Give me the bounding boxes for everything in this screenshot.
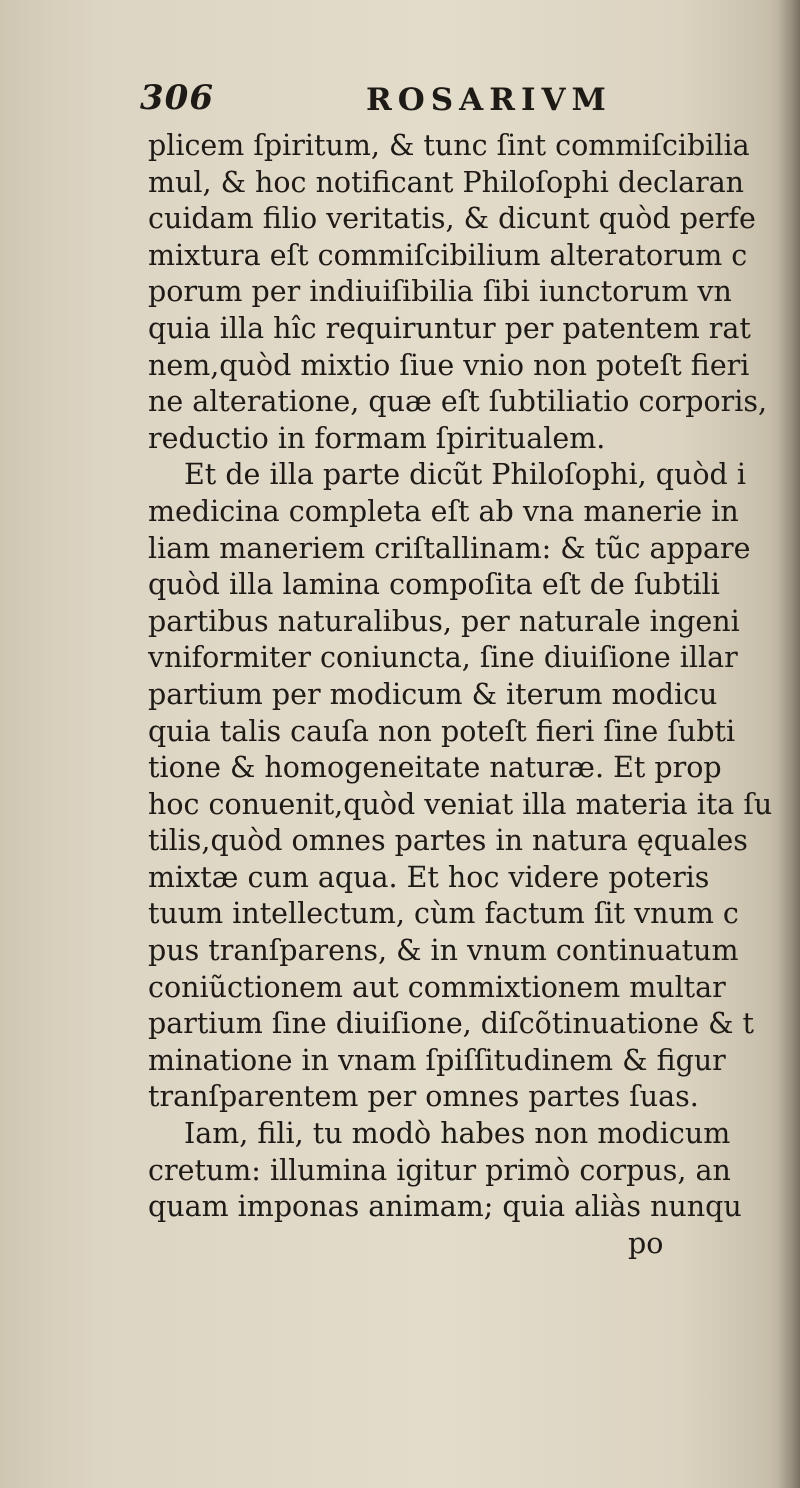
text-line: partibus naturalibus, per naturale ingeni bbox=[148, 604, 740, 638]
text-line: quia illa hîc requiruntur per patentem rat bbox=[148, 311, 751, 345]
text-line: partium ſine diuiſione, diſcõtinuatione & t bbox=[148, 1007, 754, 1041]
text-line: tuum intellectum, cùm factum ſit vnum c bbox=[148, 897, 739, 931]
text-line: porum per indiuiſibilia ſibi iunctorum vn bbox=[148, 275, 732, 309]
body-text bbox=[148, 128, 788, 1262]
text-line: Et de illa parte dicũt Philoſophi, quòd i bbox=[184, 458, 746, 492]
text-line: ne alteratione, quæ eſt ſubtiliatio corporis, bbox=[148, 385, 768, 419]
catchword: po bbox=[628, 1226, 664, 1260]
text-line: mixtura eſt commiſcibilium alteratorum c bbox=[148, 238, 748, 272]
text-line: minatione in vnam ſpiſſitudinem & figur bbox=[148, 1043, 726, 1077]
text-line: medicina completa eſt ab vna manerie in bbox=[148, 494, 739, 528]
text-line: cretum: illumina igitur primò corpus, an bbox=[148, 1153, 731, 1187]
text-line: quòd illa lamina compoſita eſt de ſubtili bbox=[148, 568, 720, 602]
page-number: 306 bbox=[140, 78, 214, 118]
text-line: Iam, fili, tu modò habes non modicum bbox=[184, 1117, 731, 1151]
text-line: quia talis cauſa non poteſt fieri ſine ſubti bbox=[148, 714, 736, 748]
text-line: pus tranſparens, & in vnum continuatum bbox=[148, 934, 739, 968]
text-line: tilis,quòd omnes partes in natura ęquales bbox=[148, 824, 748, 858]
text-line: cuidam filio veritatis, & dicunt quòd perfe bbox=[148, 202, 756, 236]
text-line: reductio in formam ſpiritualem. bbox=[148, 421, 606, 455]
page-header bbox=[140, 78, 700, 128]
text-line: tranſparentem per omnes partes ſuas. bbox=[148, 1080, 699, 1114]
text-line: hoc conuenit,quòd veniat illa materia ita ſu bbox=[148, 787, 773, 821]
running-title: ROSARIVM bbox=[366, 82, 612, 118]
text-line: coniũctionem aut commixtionem multar bbox=[148, 970, 726, 1004]
text-line: plicem ſpiritum, & tunc ſint commiſcibilia bbox=[148, 129, 750, 162]
text-line: mul, & hoc notificant Philoſophi declaran bbox=[148, 165, 745, 199]
text-line: nem,quòd mixtio ſiue vnio non poteſt fieri bbox=[148, 348, 750, 382]
text-line: partium per modicum & iterum modicu bbox=[148, 677, 718, 711]
text-line: mixtæ cum aqua. Et hoc videre poteris bbox=[148, 860, 710, 894]
text-line: quam imponas animam; quia aliàs nunqu bbox=[148, 1190, 742, 1224]
text-line: tione & homogeneitate naturæ. Et prop bbox=[148, 751, 722, 785]
text-line: liam maneriem criſtallinam: & tũc appare bbox=[148, 531, 751, 565]
text-line: vniformiter coniuncta, ſine diuiſione illar bbox=[148, 641, 738, 675]
